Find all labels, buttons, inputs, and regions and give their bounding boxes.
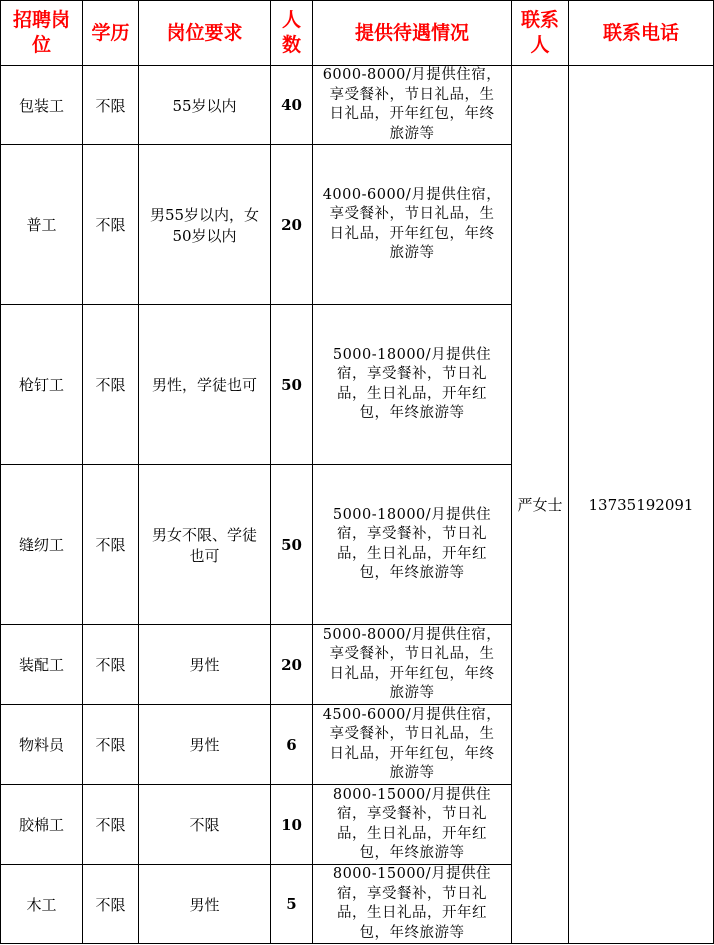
job-cell: 物料员 [1,705,83,785]
count-cell: 10 [271,785,313,865]
job-cell: 普工 [1,145,83,305]
header-job: 招聘岗 位 [1,1,83,66]
count-cell: 50 [271,305,313,465]
count-cell: 40 [271,66,313,145]
count-cell: 6 [271,705,313,785]
education-cell: 不限 [83,785,139,865]
job-cell: 木工 [1,865,83,944]
table-row [1,66,714,145]
education-cell: 不限 [83,625,139,705]
requirement-cell: 55岁以内 [139,66,271,145]
requirement-cell: 男性 [139,865,271,944]
requirement-cell: 男55岁以内，女 50岁以内 [139,145,271,305]
job-cell: 枪钉工 [1,305,83,465]
education-cell: 不限 [83,705,139,785]
header-requirements: 岗位要求 [139,1,271,66]
header-contact: 联系 人 [512,1,569,66]
job-cell: 包装工 [1,66,83,145]
benefits-cell: 4000-6000/月提供住宿， 享受餐补，节日礼品，生 日礼品，开年红包，年终 旅游等 [313,145,512,305]
job-cell: 缝纫工 [1,465,83,625]
requirement-cell: 男性 [139,705,271,785]
count-cell: 5 [271,865,313,944]
header-education: 学历 [83,1,139,66]
education-cell: 不限 [83,66,139,145]
education-cell: 不限 [83,465,139,625]
education-cell: 不限 [83,865,139,944]
benefits-cell: 6000-8000/月提供住宿， 享受餐补，节日礼品，生 日礼品，开年红包，年终 旅游等 [313,66,512,145]
count-cell: 20 [271,145,313,305]
benefits-cell: 4500-6000/月提供住宿， 享受餐补，节日礼品，生 日礼品，开年红包，年终 旅游等 [313,705,512,785]
benefits-cell: 5000-18000/月提供住 宿，享受餐补，节日礼 品，生日礼品，开年红 包，年终旅游等 [313,465,512,625]
benefits-cell: 5000-8000/月提供住宿， 享受餐补，节日礼品，生 日礼品，开年红包，年终 旅游等 [313,625,512,705]
job-cell: 装配工 [1,625,83,705]
header-benefits: 提供待遇情况 [313,1,512,66]
job-cell: 胶棉工 [1,785,83,865]
header-row [1,1,714,66]
education-cell: 不限 [83,305,139,465]
education-cell: 不限 [83,145,139,305]
count-cell: 20 [271,625,313,705]
benefits-cell: 5000-18000/月提供住 宿，享受餐补，节日礼 品，生日礼品，开年红 包，年终旅游等 [313,305,512,465]
contact-person: 严女士 [512,66,569,944]
requirement-cell: 不限 [139,785,271,865]
requirement-cell: 男性 [139,625,271,705]
header-phone: 联系电话 [569,1,714,66]
count-cell: 50 [271,465,313,625]
benefits-cell: 8000-15000/月提供住 宿，享受餐补，节日礼 品，生日礼品，开年红 包，年终旅游等 [313,865,512,944]
requirement-cell: 男性，学徒也可 [139,305,271,465]
requirement-cell: 男女不限、学徒 也可 [139,465,271,625]
header-count: 人 数 [271,1,313,66]
contact-phone: 13735192091 [569,66,714,944]
benefits-cell: 8000-15000/月提供住 宿，享受餐补，节日礼 品，生日礼品，开年红 包，年终旅游等 [313,785,512,865]
